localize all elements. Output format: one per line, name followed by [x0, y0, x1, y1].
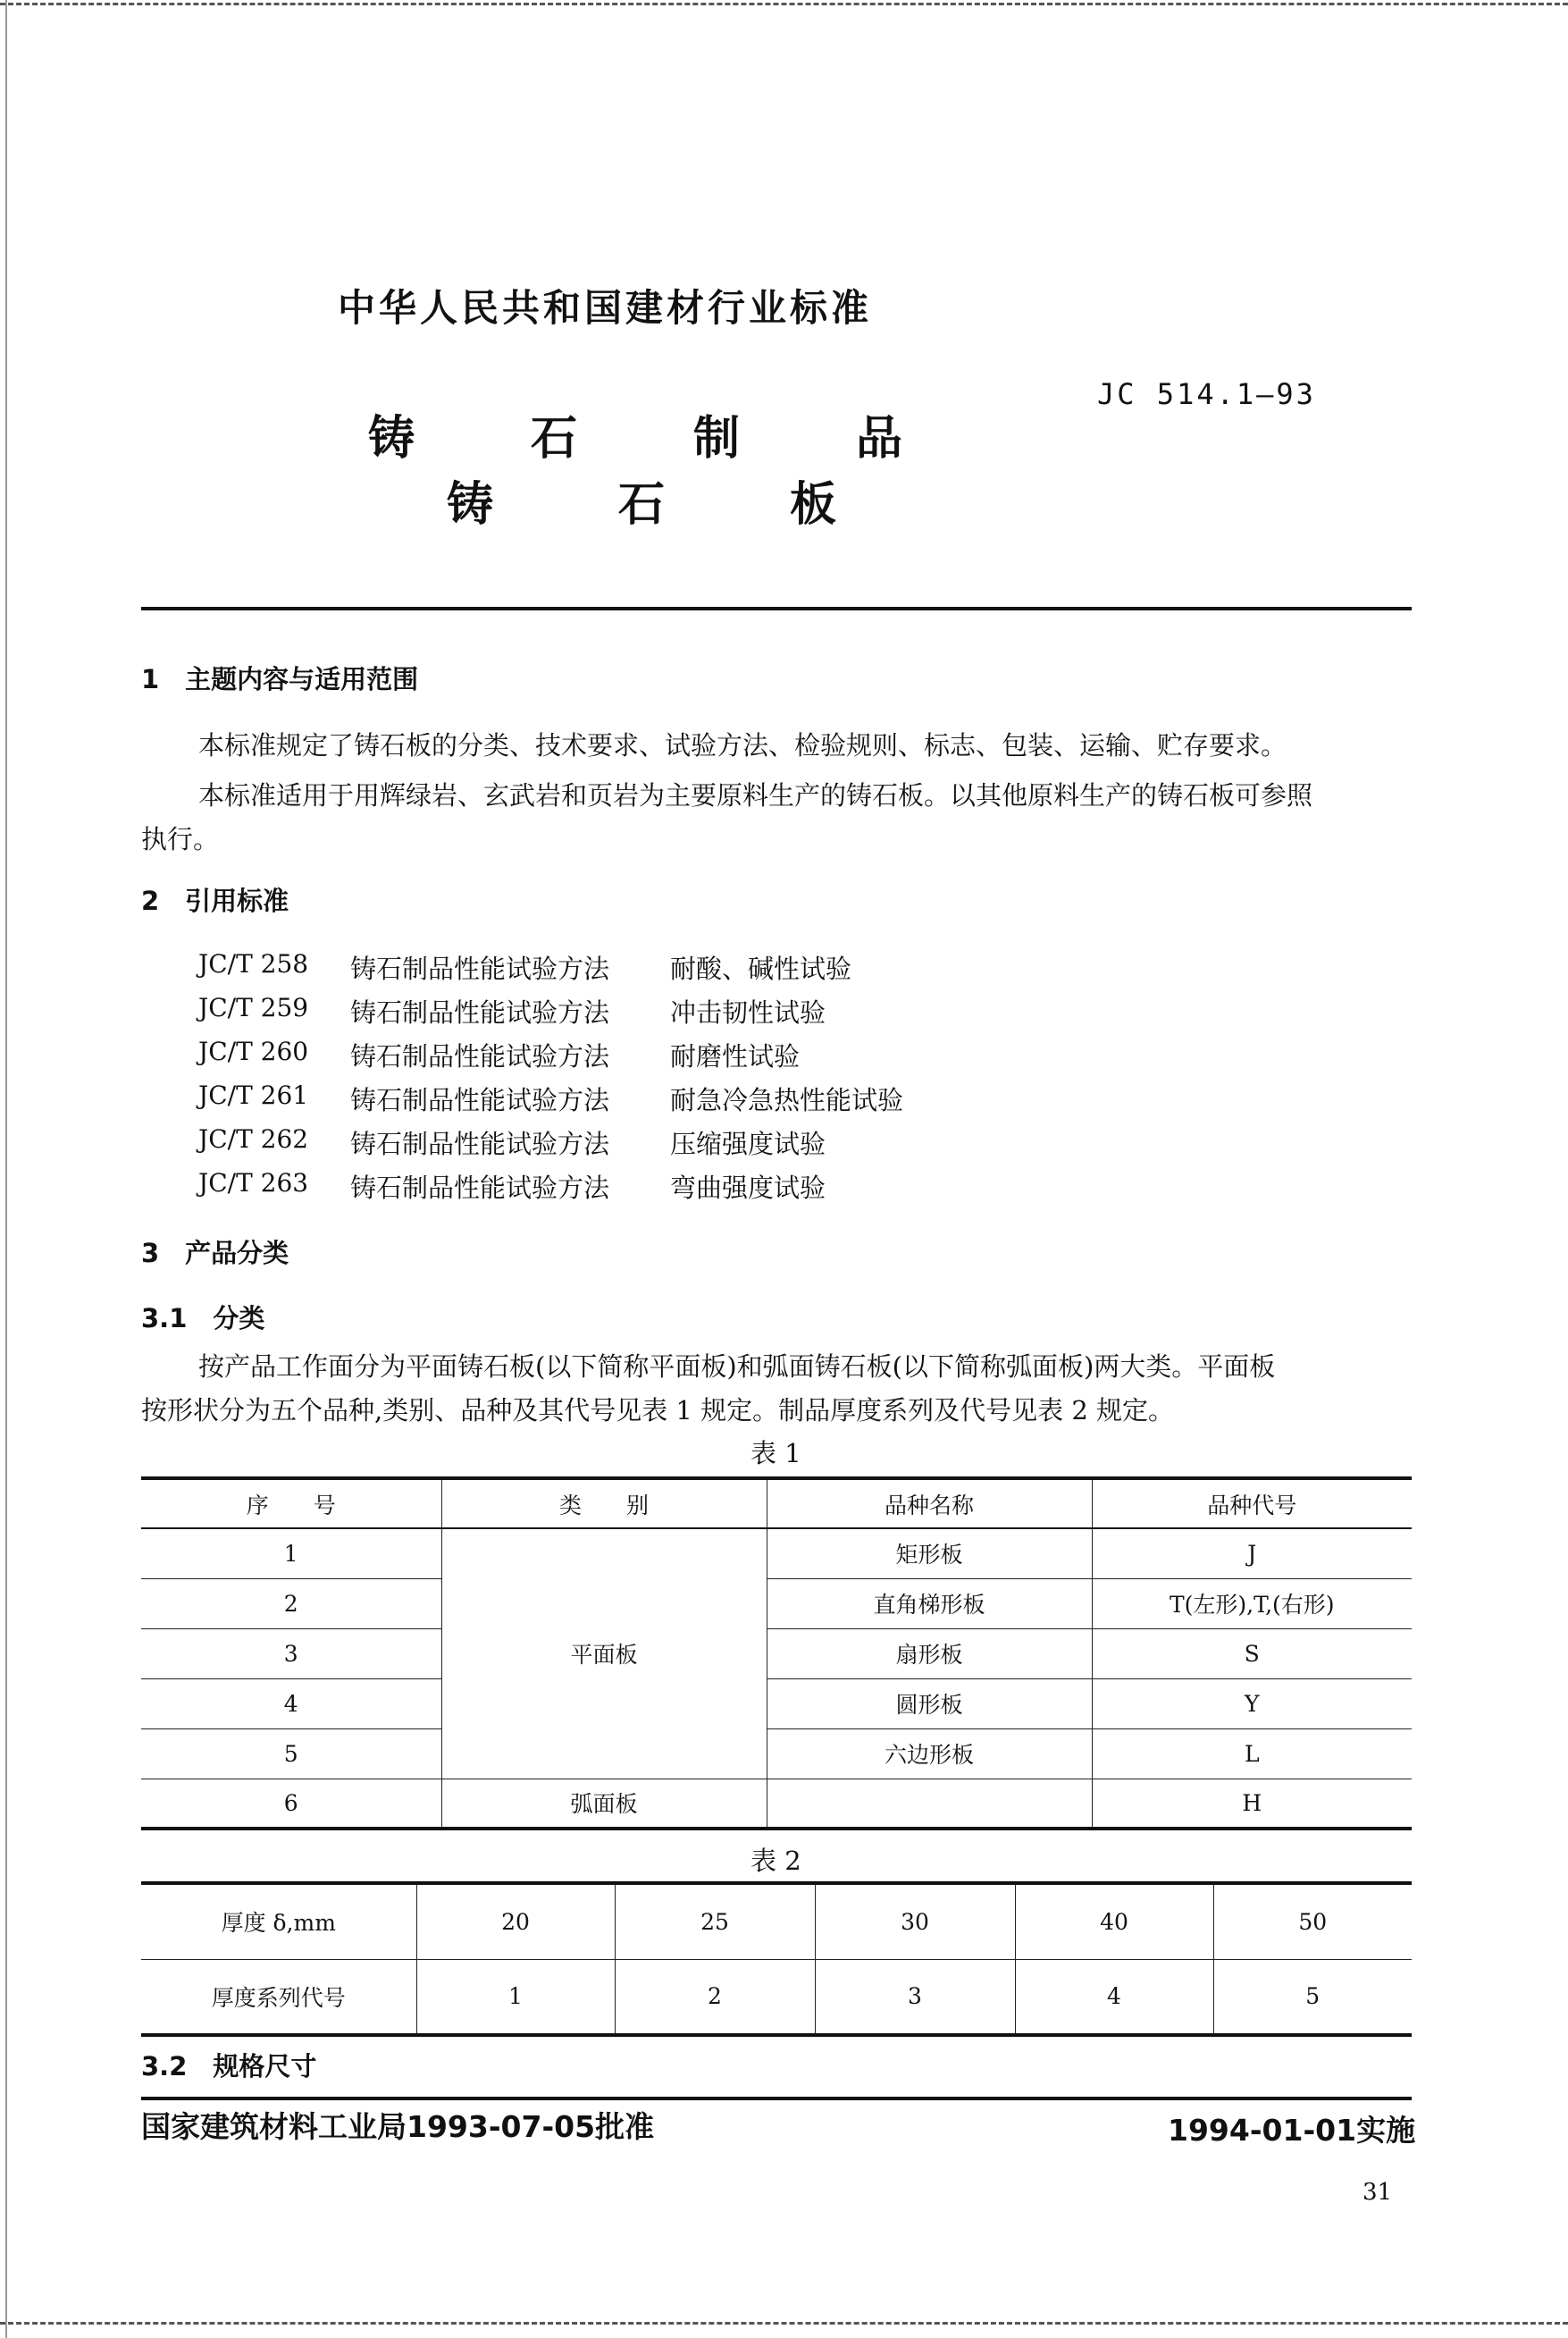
thickness-value: 25	[615, 1883, 815, 1959]
header-rule	[141, 607, 1412, 610]
table-row	[141, 1628, 1412, 1678]
variety-code: L	[1092, 1728, 1412, 1779]
variety-name: 矩形板	[767, 1528, 1092, 1578]
ref-name: 铸石制品性能试验方法	[350, 1129, 610, 1159]
ref-test: 冲击韧性试验	[670, 997, 826, 1028]
series-code: 2	[615, 1959, 815, 2035]
table-row	[141, 1959, 1412, 2035]
thickness-value: 50	[1213, 1883, 1412, 1959]
document-subtitle: 铸石板	[447, 478, 962, 532]
variety-name: 六边形板	[767, 1728, 1092, 1779]
ref-code: JC/T 261	[198, 1081, 309, 1110]
row-label: 厚度 δ,mm	[141, 1883, 416, 1959]
variety-code: H	[1092, 1779, 1412, 1829]
org-title: 中华人民共和国建材行业标准	[338, 286, 873, 330]
table-row	[141, 1678, 1412, 1728]
ref-name: 铸石制品性能试验方法	[350, 1085, 610, 1115]
row-label: 厚度系列代号	[141, 1959, 416, 2035]
page-number: 31	[1363, 2179, 1393, 2206]
ref-code: JC/T 262	[198, 1124, 309, 1154]
section-3-2-heading: 3.2 规格尺寸	[141, 2051, 317, 2081]
table-row	[141, 1528, 1412, 1578]
table-2-caption: 表 2	[750, 1846, 801, 1876]
footer-rule	[141, 2097, 1412, 2100]
section-3-1-para-line-2: 按形状分为五个品种,类别、品种及其代号见表 1 规定。制品厚度系列及代号见表 2 规定。	[141, 1395, 1174, 1426]
table-row	[141, 1779, 1412, 1829]
ref-code: JC/T 258	[198, 949, 309, 979]
ref-test: 压缩强度试验	[670, 1129, 826, 1159]
series-code: 5	[1213, 1959, 1412, 2035]
series-code: 4	[1015, 1959, 1213, 2035]
thickness-value: 40	[1015, 1883, 1213, 1959]
column-header: 品种名称	[767, 1478, 1092, 1528]
row-number: 5	[141, 1728, 441, 1779]
ref-code: JC/T 260	[198, 1037, 309, 1066]
ref-name: 铸石制品性能试验方法	[350, 954, 610, 984]
ref-test: 耐磨性试验	[670, 1041, 801, 1072]
table-1	[141, 1476, 1412, 1830]
ref-test: 耐急冷急热性能试验	[670, 1085, 904, 1115]
page-top-border	[0, 3, 1568, 5]
variety-name: 圆形板	[767, 1678, 1092, 1728]
ref-code: JC/T 259	[198, 993, 309, 1022]
section-1-heading: 1 主题内容与适用范围	[141, 664, 419, 694]
section-1-para-1: 本标准规定了铸石板的分类、技术要求、试验方法、检验规则、标志、包装、运输、贮存要求。	[198, 730, 1287, 761]
table-1-caption: 表 1	[750, 1438, 801, 1468]
variety-name	[767, 1779, 1092, 1829]
document-title: 铸石制品	[368, 412, 1019, 466]
table-row	[141, 1578, 1412, 1628]
standard-number: JC 514.1—93	[1097, 377, 1316, 411]
section-1-para-2-line-2: 执行。	[141, 824, 220, 854]
ref-name: 铸石制品性能试验方法	[350, 1173, 610, 1203]
table-row	[141, 1883, 1412, 1959]
row-number: 2	[141, 1578, 441, 1628]
column-header: 品种代号	[1092, 1478, 1412, 1528]
ref-name: 铸石制品性能试验方法	[350, 997, 610, 1028]
table-header-row	[141, 1478, 1412, 1528]
variety-code: J	[1092, 1528, 1412, 1578]
row-number: 3	[141, 1628, 441, 1678]
variety-name: 直角梯形板	[767, 1578, 1092, 1628]
category-cell: 平面板	[441, 1528, 767, 1779]
variety-name: 扇形板	[767, 1628, 1092, 1678]
section-1-para-2-line-1: 本标准适用于用辉绿岩、玄武岩和页岩为主要原料生产的铸石板。以其他原料生产的铸石板可参照	[198, 780, 1313, 811]
table-row	[141, 1728, 1412, 1779]
effective-date: 1994-01-01实施	[1168, 2113, 1416, 2148]
section-3-1-para-line-1: 按产品工作面分为平面铸石板(以下简称平面板)和弧面铸石板(以下简称弧面板)两大类。平面板	[198, 1351, 1276, 1382]
row-number: 6	[141, 1779, 441, 1829]
category-cell: 弧面板	[441, 1779, 767, 1829]
ref-name: 铸石制品性能试验方法	[350, 1041, 610, 1072]
ref-test: 弯曲强度试验	[670, 1173, 826, 1203]
section-3-1-heading: 3.1 分类	[141, 1303, 265, 1333]
page-bottom-border	[0, 2322, 1568, 2325]
variety-code: S	[1092, 1628, 1412, 1678]
page-left-edge	[5, 0, 7, 2338]
section-3-heading: 3 产品分类	[141, 1238, 289, 1268]
section-2-heading: 2 引用标准	[141, 886, 289, 916]
table-2	[141, 1881, 1412, 2037]
series-code: 1	[416, 1959, 615, 2035]
variety-code: T(左形),T,(右形)	[1092, 1578, 1412, 1628]
ref-code: JC/T 263	[198, 1168, 309, 1198]
row-number: 1	[141, 1528, 441, 1578]
thickness-value: 20	[416, 1883, 615, 1959]
column-header: 序 号	[141, 1478, 441, 1528]
series-code: 3	[815, 1959, 1015, 2035]
variety-code: Y	[1092, 1678, 1412, 1728]
thickness-value: 30	[815, 1883, 1015, 1959]
column-header: 类 别	[441, 1478, 767, 1528]
row-number: 4	[141, 1678, 441, 1728]
approval-line: 国家建筑材料工业局1993-07-05批准	[141, 2109, 655, 2144]
ref-test: 耐酸、碱性试验	[670, 954, 852, 984]
